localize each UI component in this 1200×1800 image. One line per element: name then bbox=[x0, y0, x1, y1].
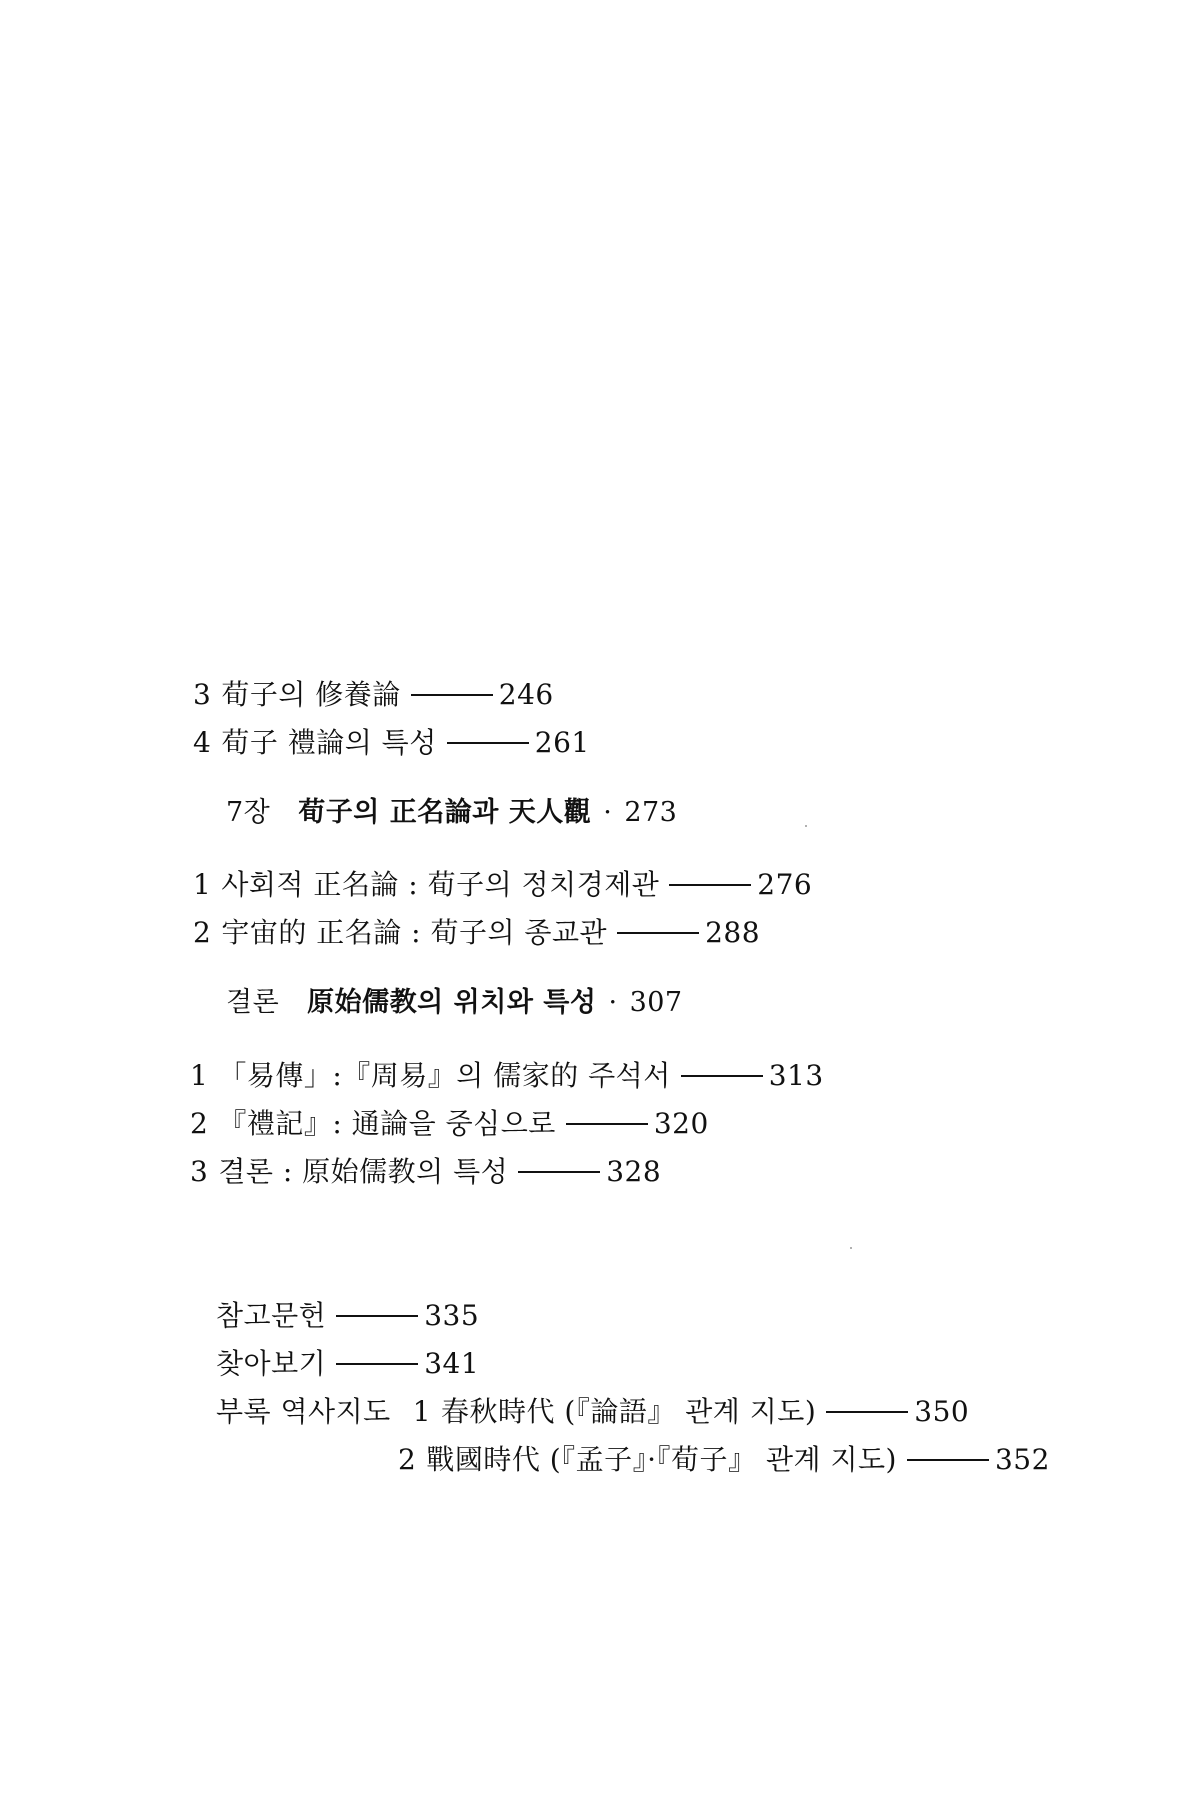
toc-entry[interactable] bbox=[190, 1057, 824, 1093]
entry-number: 3 bbox=[190, 1154, 209, 1188]
leader-dash bbox=[669, 884, 751, 886]
toc-entry[interactable] bbox=[193, 866, 812, 902]
chapter-label: 결론 bbox=[226, 986, 280, 1018]
entry-page: 350 bbox=[914, 1394, 970, 1428]
entry-page: 352 bbox=[994, 1442, 1050, 1476]
entry-page: 276 bbox=[757, 867, 813, 901]
entry-number: 3 bbox=[193, 677, 212, 711]
entry-title: 荀子 禮論의 특성 bbox=[221, 725, 437, 759]
entry-title: 사회적 正名論 : 荀子의 정치경제관 bbox=[221, 867, 660, 901]
leader-dash bbox=[336, 1363, 418, 1365]
entry-number: 2 bbox=[398, 1442, 417, 1476]
entry-number: 1 bbox=[190, 1058, 209, 1092]
entry-title: 참고문헌 bbox=[216, 1298, 327, 1332]
toc-entry[interactable] bbox=[190, 1153, 661, 1189]
chapter-page: 273 bbox=[624, 796, 678, 828]
entry-page: 288 bbox=[705, 915, 761, 949]
separator-dot: · bbox=[603, 796, 613, 828]
toc-entry[interactable] bbox=[193, 914, 760, 950]
entry-number: 2 bbox=[193, 915, 212, 949]
entry-title: 찾아보기 bbox=[216, 1346, 327, 1380]
chapter-title: 原始儒教의 위치와 특성 bbox=[307, 986, 597, 1018]
entry-page: 320 bbox=[653, 1106, 709, 1140]
leader-dash bbox=[907, 1459, 989, 1461]
entry-number: 1 bbox=[412, 1394, 432, 1428]
entry-number: 4 bbox=[193, 725, 212, 759]
leader-dash bbox=[518, 1171, 600, 1173]
appendix-entry[interactable] bbox=[216, 1393, 969, 1429]
entry-title: 戰國時代 (『孟子』·『荀子』 관계 지도) bbox=[426, 1442, 897, 1476]
entry-number: 1 bbox=[193, 867, 212, 901]
entry-title: 宇宙的 正名論 : 荀子의 종교관 bbox=[221, 915, 608, 949]
leader-dash bbox=[336, 1315, 418, 1317]
leader-dash bbox=[617, 932, 699, 934]
leader-dash bbox=[411, 694, 493, 696]
leader-dash bbox=[447, 742, 529, 744]
entry-page: 246 bbox=[498, 677, 554, 711]
leader-dash bbox=[826, 1411, 908, 1413]
leader-dash bbox=[681, 1075, 763, 1077]
entry-title: 春秋時代 (『論語』 관계 지도) bbox=[441, 1394, 817, 1428]
leader-dash bbox=[566, 1123, 648, 1125]
entry-page: 313 bbox=[768, 1058, 824, 1092]
toc-entry[interactable] bbox=[190, 1105, 709, 1141]
entry-page: 328 bbox=[606, 1154, 662, 1188]
scan-speck bbox=[805, 825, 807, 827]
entry-title: 결론 : 原始儒教의 특성 bbox=[218, 1154, 509, 1188]
entry-title: 「易傳」:『周易』의 儒家的 주석서 bbox=[218, 1058, 671, 1092]
chapter-page: 307 bbox=[629, 986, 683, 1018]
back-matter-entry[interactable] bbox=[216, 1345, 479, 1381]
back-matter-entry[interactable] bbox=[216, 1297, 479, 1333]
entry-number: 2 bbox=[190, 1106, 209, 1140]
entry-page: 335 bbox=[424, 1298, 480, 1332]
entry-page: 341 bbox=[424, 1346, 480, 1380]
entry-title: 『禮記』: 通論을 중심으로 bbox=[218, 1106, 556, 1140]
chapter-heading[interactable] bbox=[226, 985, 683, 1020]
toc-entry[interactable] bbox=[193, 724, 590, 760]
chapter-label: 7장 bbox=[226, 796, 271, 828]
appendix-entry[interactable] bbox=[398, 1441, 1050, 1477]
separator-dot: · bbox=[608, 986, 618, 1018]
chapter-heading[interactable] bbox=[226, 795, 677, 830]
chapter-title: 荀子의 正名論과 天人觀 bbox=[298, 796, 592, 828]
entry-page: 261 bbox=[534, 725, 590, 759]
appendix-label: 부록 역사지도 bbox=[216, 1394, 391, 1428]
scan-speck bbox=[850, 1247, 852, 1249]
toc-entry[interactable] bbox=[193, 676, 554, 712]
entry-title: 荀子의 修養論 bbox=[221, 677, 401, 711]
